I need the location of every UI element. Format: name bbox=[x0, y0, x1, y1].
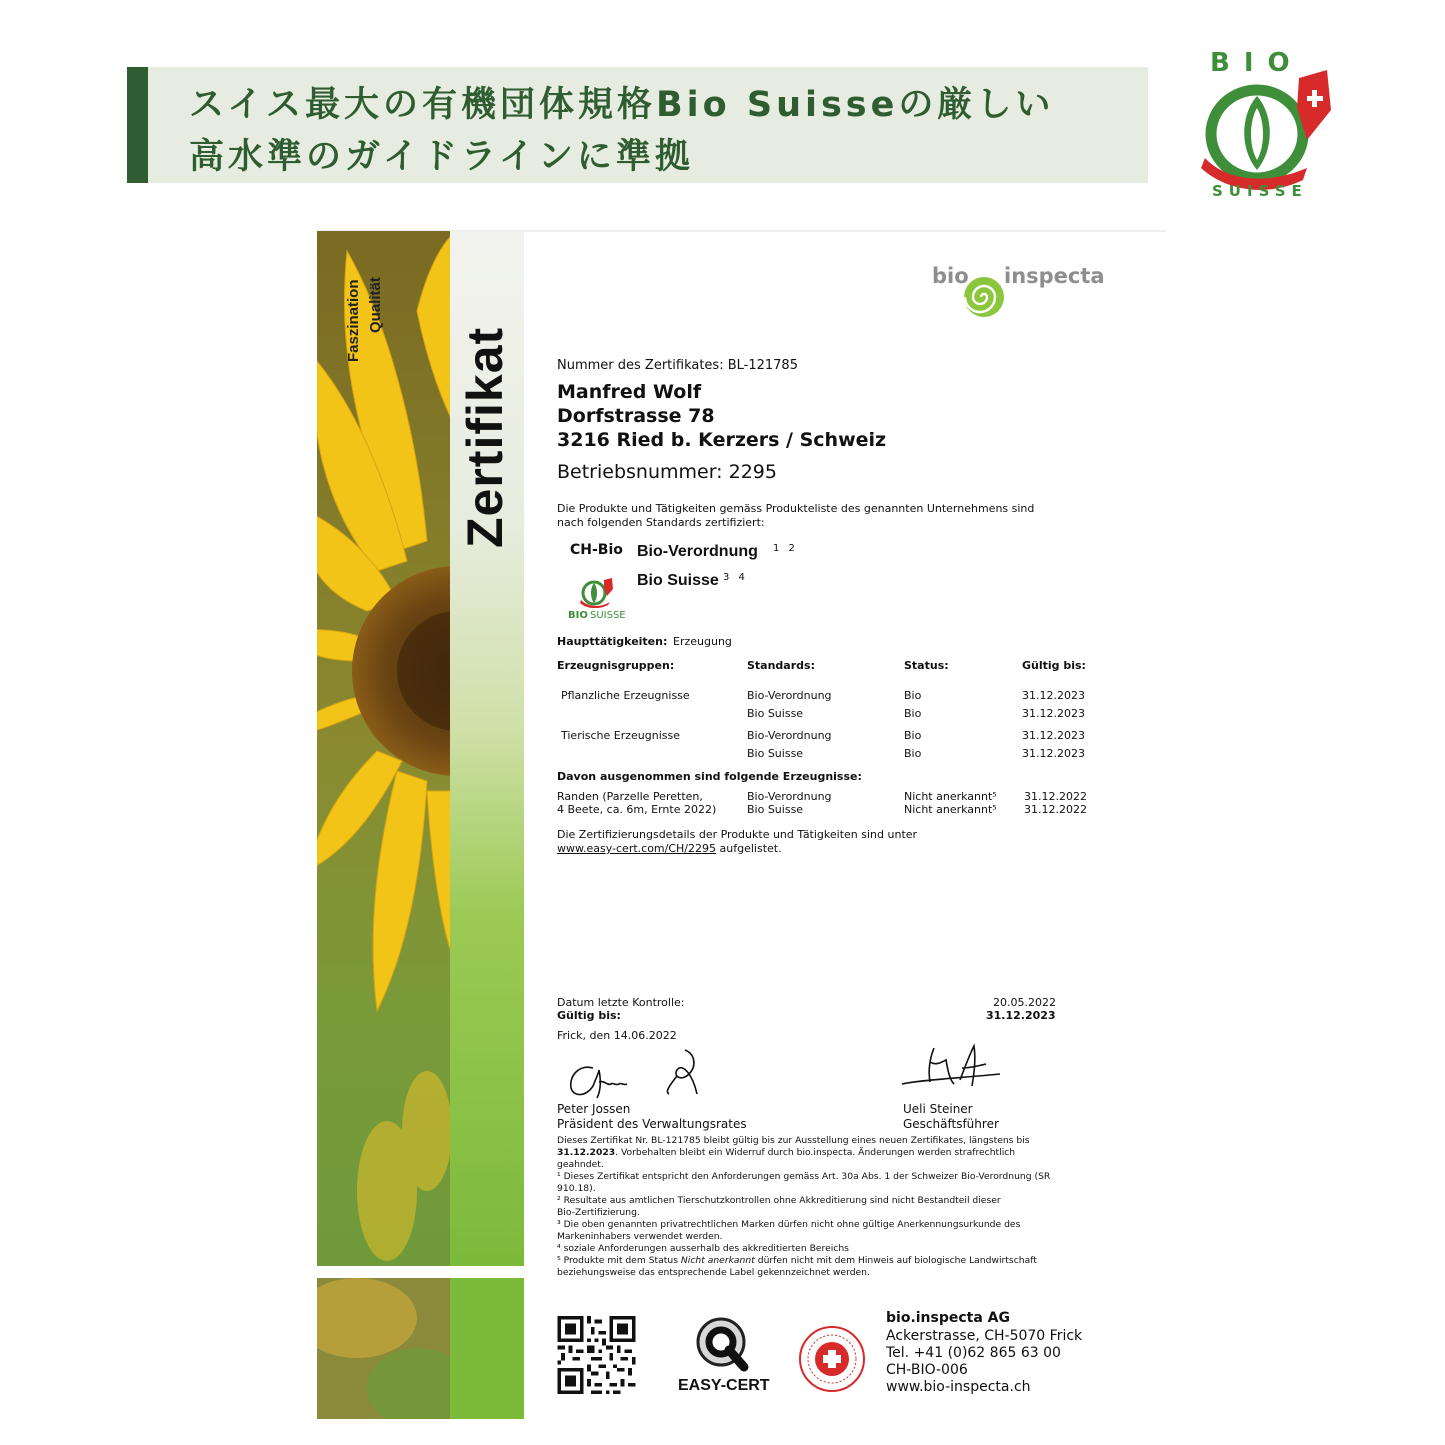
haupttaetigkeiten-label: Haupttätigkeiten: bbox=[557, 635, 668, 648]
excluded-valid: 31.12.2022 bbox=[1024, 790, 1087, 803]
swiss-accreditation-seal-icon bbox=[798, 1325, 866, 1393]
row-group: Tierische Erzeugnisse bbox=[561, 729, 681, 742]
row-status: Bio bbox=[904, 707, 922, 720]
footnote-valid-date: 31.12.2023 bbox=[557, 1147, 616, 1158]
bio-inspecta-logo-left: bio bbox=[932, 264, 969, 288]
sunflower-image bbox=[317, 231, 450, 1266]
company-phone: Tel. +41 (0)62 865 63 00 bbox=[886, 1345, 1061, 1361]
holder-street: Dorfstrasse 78 bbox=[557, 405, 715, 427]
spiral-icon bbox=[962, 274, 1006, 320]
details-line-1: Die Zertifizierungsdetails der Produkte und Tätigkeiten sind unter bbox=[557, 828, 918, 841]
bio-suisse-logo-top-text: BIO bbox=[1210, 48, 1304, 78]
table-header-status: Status: bbox=[904, 659, 949, 672]
sunflower-photo-bottom bbox=[317, 1278, 450, 1419]
excluded-group: 4 Beete, ca. 6m, Ernte 2022) bbox=[557, 803, 717, 816]
last-control-value: 20.05.2022 bbox=[993, 996, 1056, 1009]
footnote-italic: Nicht anerkannt bbox=[680, 1255, 755, 1266]
excluded-standard: Bio Suisse bbox=[747, 803, 804, 816]
bio-inspecta-logo bbox=[930, 262, 1105, 322]
footnote-line: ⁴ soziale Anforderungen ausserhalb des akkreditierten Bereichs bbox=[557, 1243, 849, 1254]
easy-cert-logo bbox=[676, 1315, 768, 1397]
excluded-standard: Bio-Verordnung bbox=[747, 790, 832, 803]
company-website[interactable]: www.bio-inspecta.ch bbox=[886, 1379, 1031, 1395]
row-status: Bio bbox=[904, 747, 922, 760]
company-code: CH-BIO-006 bbox=[886, 1362, 968, 1378]
row-standard: Bio-Verordnung bbox=[747, 729, 832, 742]
bio-suisse-small-logo-text-2: SUISSE bbox=[590, 610, 626, 621]
excluded-valid: 31.12.2022 bbox=[1024, 803, 1087, 816]
banner-title-line-1: スイス最大の有機団体規格Bio Suisseの厳しい bbox=[189, 85, 1055, 125]
footnote-text: . Vorbehalten bleibt ein Widerruf durch bio.inspecta. Änderungen werden strafrechtlich bbox=[615, 1147, 1016, 1158]
intro-line-1: Die Produkte und Tätigkeiten gemäss Produkteliste des genannten Unternehmens sind bbox=[557, 502, 1035, 515]
footnote-line: 910.18). bbox=[557, 1183, 596, 1194]
footnote-text: dürfen nicht mit dem Hinweis auf biologische Landwirtschaft bbox=[754, 1255, 1037, 1266]
row-valid: 31.12.2023 bbox=[1022, 707, 1085, 720]
sunflower-photo bbox=[317, 231, 450, 1266]
signer1-title: Präsident des Verwaltungsrates bbox=[557, 1117, 747, 1131]
easy-cert-label: EASY-CERT bbox=[678, 1377, 770, 1394]
signature-ueli-steiner bbox=[900, 1040, 1010, 1096]
footnote-line: geahndet. bbox=[557, 1159, 604, 1170]
excluded-status: Nicht anerkannt⁵ bbox=[904, 790, 997, 803]
footnote-line: ³ Die oben genannten privatrechtlichen Marken dürfen nicht ohne gültige Anerkennungsurkunde des bbox=[557, 1219, 1021, 1230]
footnote-line: Markeninhabers verwendet werden. bbox=[557, 1231, 723, 1242]
banner-title-line-2: 高水準のガイドラインに準拠 bbox=[189, 137, 694, 177]
place-date: Frick, den 14.06.2022 bbox=[557, 1029, 677, 1042]
row-standard: Bio Suisse bbox=[747, 707, 804, 720]
table-header-standards: Standards: bbox=[747, 659, 815, 672]
standard-bio-verordnung-footnotes: 1 2 bbox=[773, 543, 798, 554]
haupttaetigkeiten-value: Erzeugung bbox=[673, 635, 732, 648]
tagline-qualitaet: Qualität bbox=[367, 277, 384, 333]
signer1-name: Peter Jossen bbox=[557, 1102, 631, 1116]
magnifier-icon bbox=[694, 1315, 752, 1375]
footnote-line: beziehungsweise das entsprechende Label gekennzeichnet werden. bbox=[557, 1267, 870, 1278]
footnote-line: ² Resultate aus amtlichen Tierschutzkontrollen ohne Akkreditierung sind nicht Bestandteil dieser bbox=[557, 1195, 1001, 1206]
bio-suisse-small-logo-icon bbox=[578, 576, 614, 608]
company-address: Ackerstrasse, CH-5070 Frick bbox=[886, 1328, 1083, 1344]
banner-accent-bar bbox=[127, 67, 148, 183]
certificate-green-band-bottom bbox=[450, 1278, 524, 1419]
signature-peter-jossen bbox=[565, 1046, 705, 1102]
footnote-line: ¹ Dieses Zertifikat entspricht den Anforderungen gemäss Art. 30a Abs. 1 der Schweizer Bio-Verordnung (SR bbox=[557, 1171, 1051, 1182]
valid-until-value: 31.12.2023 bbox=[986, 1009, 1056, 1022]
betriebsnummer: Betriebsnummer: 2295 bbox=[557, 461, 777, 483]
row-standard: Bio Suisse bbox=[747, 747, 804, 760]
row-standard: Bio-Verordnung bbox=[747, 689, 832, 702]
footnotes-block bbox=[557, 1135, 1097, 1279]
excluded-group: Randen (Parzelle Peretten, bbox=[557, 790, 703, 803]
footnote-line: Dieses Zertifikat Nr. BL-121785 bleibt gültig bis zur Ausstellung eines neuen Zertifikates, längstens bis bbox=[557, 1135, 1030, 1146]
zertifikat-title: Zertifikat bbox=[457, 326, 513, 548]
tagline-faszination: Faszination bbox=[345, 279, 362, 362]
certificate-number: Nummer des Zertifikates: BL-121785 bbox=[557, 358, 798, 373]
row-status: Bio bbox=[904, 689, 922, 702]
standard-bio-suisse: Bio Suisse bbox=[637, 572, 719, 589]
bio-inspecta-logo-right: inspecta bbox=[1004, 264, 1105, 288]
company-name: bio.inspecta AG bbox=[886, 1310, 1011, 1326]
details-suffix: aufgelistet. bbox=[716, 842, 782, 855]
bio-suisse-logo-bottom-text: SUISSE bbox=[1212, 182, 1308, 200]
ch-bio-label: CH-Bio bbox=[570, 542, 623, 558]
standard-bio-verordnung: Bio-Verordnung bbox=[637, 543, 758, 560]
bio-suisse-small-logo-text-1: BIO bbox=[568, 610, 588, 621]
table-header-groups: Erzeugnisgruppen: bbox=[557, 659, 675, 672]
row-valid: 31.12.2023 bbox=[1022, 689, 1085, 702]
table-header-valid: Gültig bis: bbox=[1022, 659, 1086, 672]
footnote-line bbox=[557, 1255, 1097, 1267]
excluded-status: Nicht anerkannt⁵ bbox=[904, 803, 997, 816]
row-valid: 31.12.2023 bbox=[1022, 729, 1085, 742]
row-status: Bio bbox=[904, 729, 922, 742]
sunflower-image-bottom bbox=[317, 1278, 450, 1419]
easy-cert-link[interactable]: www.easy-cert.com/CH/2295 bbox=[557, 842, 717, 855]
signer2-title: Geschäftsführer bbox=[903, 1117, 999, 1131]
footnote-line: Bio-Zertifizierung. bbox=[557, 1207, 640, 1218]
qr-code[interactable] bbox=[557, 1316, 636, 1394]
header-banner bbox=[127, 67, 1148, 183]
valid-until-label: Gültig bis: bbox=[557, 1009, 621, 1022]
intro-line-2: nach folgenden Standards zertifiziert: bbox=[557, 516, 765, 529]
holder-city: 3216 Ried b. Kerzers / Schweiz bbox=[557, 429, 887, 451]
signer2-name: Ueli Steiner bbox=[903, 1102, 973, 1116]
holder-name: Manfred Wolf bbox=[557, 381, 702, 403]
details-line-2 bbox=[557, 842, 782, 855]
excluded-title: Davon ausgenommen sind folgende Erzeugnisse: bbox=[557, 770, 862, 783]
standard-bio-suisse-footnotes: 3 4 bbox=[723, 572, 748, 583]
footnote-line bbox=[557, 1147, 1097, 1159]
row-group: Pflanzliche Erzeugnisse bbox=[561, 689, 690, 702]
footnote-text: ⁵ Produkte mit dem Status bbox=[557, 1255, 681, 1266]
row-valid: 31.12.2023 bbox=[1022, 747, 1085, 760]
last-control-label: Datum letzte Kontrolle: bbox=[557, 996, 685, 1009]
